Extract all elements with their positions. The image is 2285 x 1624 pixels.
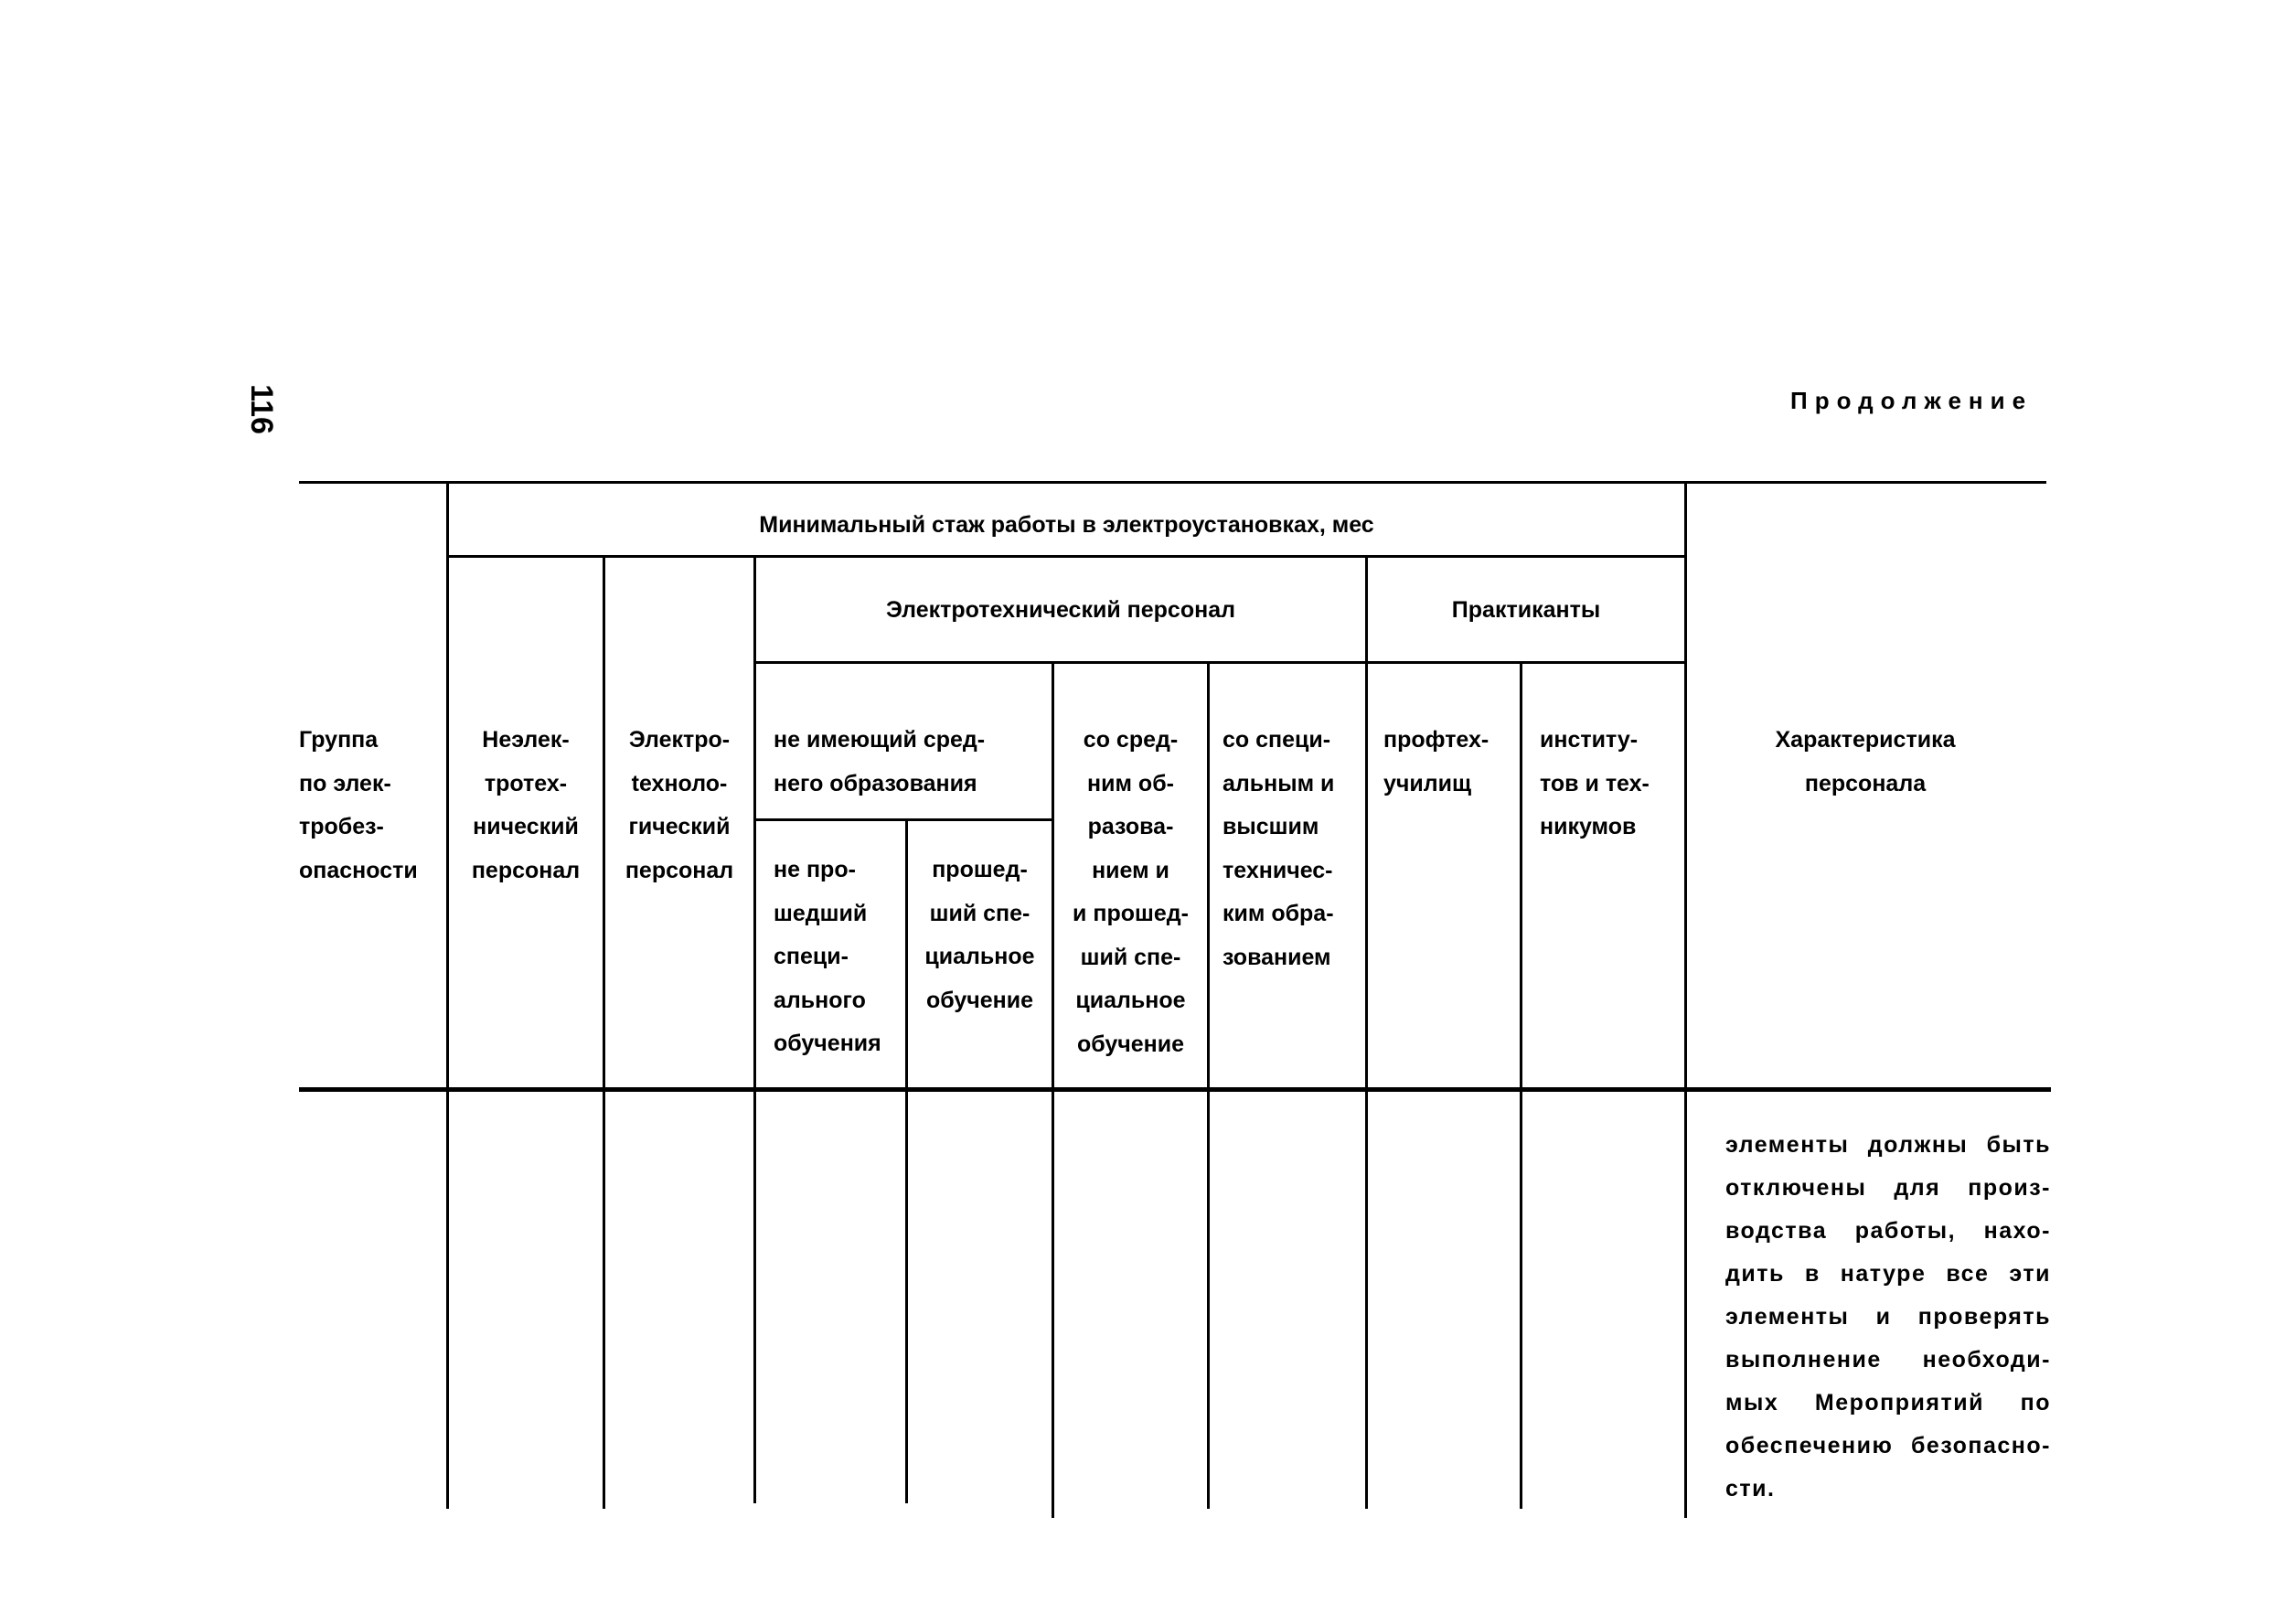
header-trainees: Практиканты	[1451, 597, 1601, 623]
header-non-electrotechnical: Неэлек- тротех- нический персонал	[471, 727, 581, 883]
col-rule	[753, 557, 756, 1503]
header-electrotechnical: Электротехнический персонал	[885, 597, 1235, 623]
characteristic-line: дить в натуре все эти	[1725, 1261, 2051, 1287]
header-electrotechnological: Электро- tехноло- гический персонал	[625, 727, 734, 883]
page-number: 116	[243, 384, 279, 434]
header-characteristic: Характеристика персонала	[1775, 727, 1956, 796]
col-rule	[446, 483, 449, 1509]
characteristic-line: мых Мероприятий по	[1725, 1390, 2051, 1416]
col-rule	[1684, 483, 1687, 1518]
header-bottom-rule	[299, 1087, 2051, 1092]
characteristic-line: обеспечению безопасно-	[1725, 1433, 2051, 1458]
header-not-trained: не про- шедший специ- ального обучения	[774, 857, 881, 1056]
header-vocational: профтех- училищ	[1383, 727, 1490, 796]
header-no-secondary: не имеющий сред- него образования	[774, 727, 986, 796]
header-secondary: со сред- ним об- разова- нием и и прошед- ший спе- циальное обучение	[1073, 727, 1189, 1057]
row-rule	[753, 818, 1052, 821]
header-institutes: институ- тов и тех- никумов	[1540, 727, 1650, 839]
col-rule	[1207, 663, 1210, 1509]
characteristic-line: водства работы, нахо-	[1725, 1218, 2051, 1244]
header-special-higher: со специ- альным и высшим техничес- ким обра- зованием	[1223, 727, 1335, 970]
header-min-experience: Минимальный стаж работы в электроустановках, мес	[759, 512, 1374, 538]
characteristic-line: элементы и проверять	[1725, 1304, 2051, 1330]
characteristic-line: сти.	[1725, 1476, 1776, 1501]
header-group: Группа по элек- тробез- опасности	[299, 727, 418, 883]
characteristic-line: отключены для произ-	[1725, 1175, 2051, 1201]
row-rule	[753, 661, 1685, 664]
continuation-label: Продолжение	[1790, 387, 2034, 414]
col-rule	[603, 557, 605, 1509]
row-rule	[446, 555, 1685, 558]
col-rule	[1520, 663, 1522, 1509]
table-top-rule	[299, 481, 2046, 484]
characteristic-line: выполнение необходи-	[1725, 1347, 2051, 1373]
header-trained: прошед- ший спе- циальное обучение	[924, 857, 1035, 1013]
col-rule	[1365, 557, 1368, 1509]
characteristic-line: элементы должны быть	[1725, 1132, 2051, 1158]
